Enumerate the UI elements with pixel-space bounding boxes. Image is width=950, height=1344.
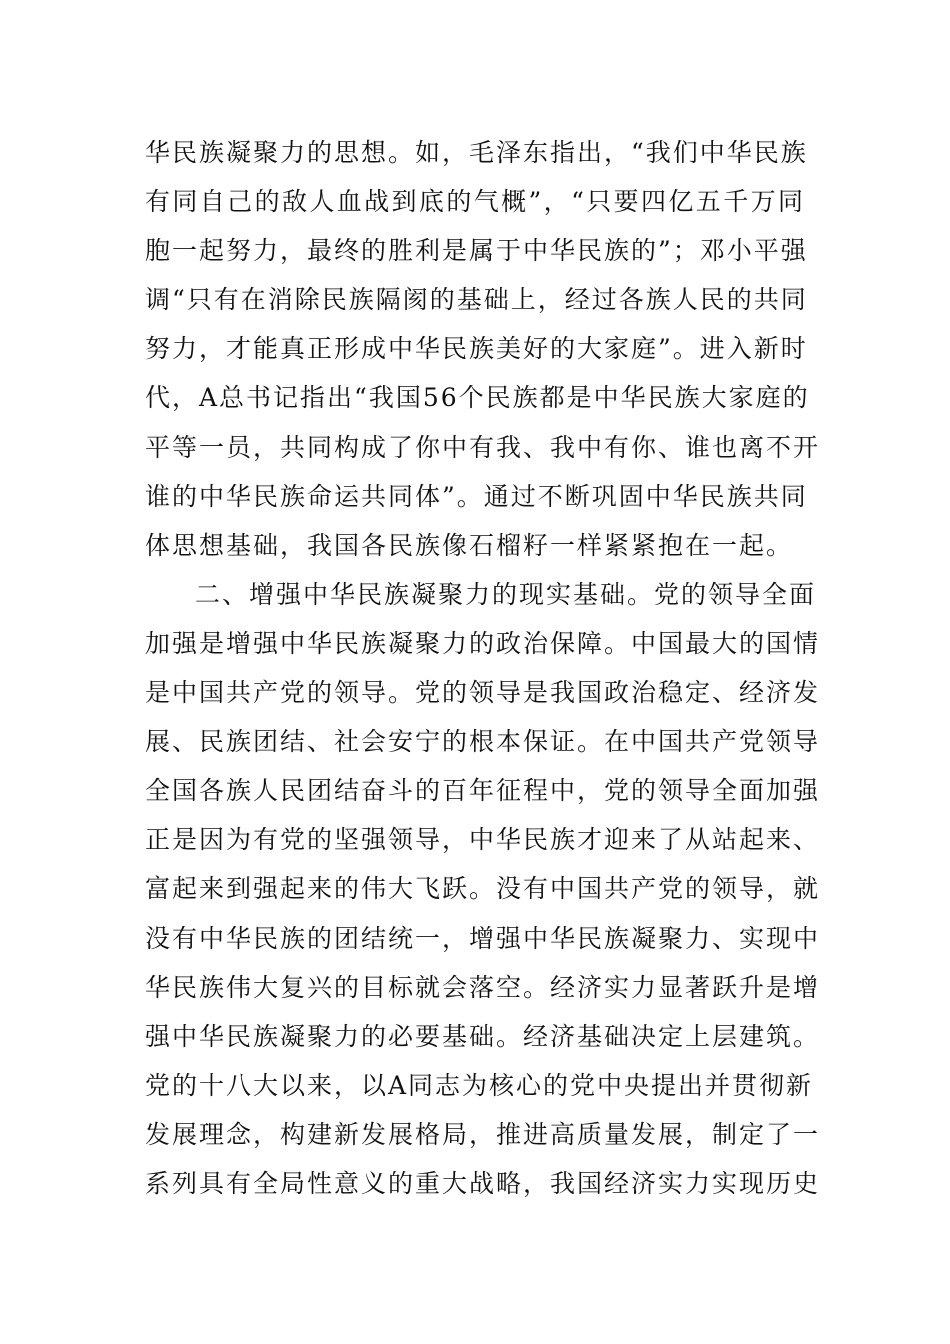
section-heading-line: 二、增强中华民族凝聚力的现实基础。党的领导全面 bbox=[195, 579, 817, 609]
text-line: 代，A总书记指出“我国56个民族都是中华民族大家庭的 bbox=[145, 383, 810, 413]
text-line: 系列具有全局性意义的重大战略，我国经济实力实现历史 bbox=[145, 1168, 821, 1198]
text-line: 是中国共产党的领导。党的领导是我国政治稳定、经济发 bbox=[145, 678, 821, 708]
text-line: 展、民族团结、社会安宁的根本保证。在中国共产党领导 bbox=[145, 727, 821, 757]
text-line: 正是因为有党的坚强领导，中华民族才迎来了从站起来、 bbox=[145, 825, 821, 855]
text-line: 加强是增强中华民族凝聚力的政治保障。中国最大的国情 bbox=[145, 628, 821, 658]
text-line: 富起来到强起来的伟大飞跃。没有中国共产党的领导，就 bbox=[145, 874, 821, 904]
text-line: 有同自己的敌人血战到底的气概”，“只要四亿五千万同 bbox=[145, 187, 805, 217]
text-line: 体思想基础，我国各民族像石榴籽一样紧紧抱在一起。 bbox=[145, 530, 794, 560]
text-line: 华民族伟大复兴的目标就会落空。经济实力显著跃升是增 bbox=[145, 972, 821, 1002]
text-line: 平等一员，共同构成了你中有我、我中有你、谁也离不开 bbox=[145, 432, 821, 462]
text-line: 华民族凝聚力的思想。如，毛泽东指出，“我们中华民族 bbox=[145, 138, 808, 167]
text-line: 强中华民族凝聚力的必要基础。经济基础决定上层建筑。 bbox=[145, 1021, 821, 1051]
text-line: 努力，才能真正形成中华民族美好的大家庭”。进入新时 bbox=[145, 334, 808, 364]
text-line: 谁的中华民族命运共同体”。通过不断巩固中华民族共同 bbox=[145, 481, 808, 511]
text-line: 发展理念，构建新发展格局，推进高质量发展，制定了一 bbox=[145, 1119, 821, 1149]
text-line: 全国各族人民团结奋斗的百年征程中，党的领导全面加强 bbox=[145, 776, 821, 806]
text-line: 调“只有在消除民族隔阂的基础上，经过各族人民的共同 bbox=[145, 285, 808, 315]
text-line: 胞一起努力，最终的胜利是属于中华民族的”；邓小平强 bbox=[145, 236, 808, 266]
text-line: 党的十八大以来，以A同志为核心的党中央提出并贯彻新 bbox=[145, 1070, 814, 1100]
body-text bbox=[145, 128, 821, 1208]
text-line: 没有中华民族的团结统一，增强中华民族凝聚力、实现中 bbox=[145, 923, 821, 953]
